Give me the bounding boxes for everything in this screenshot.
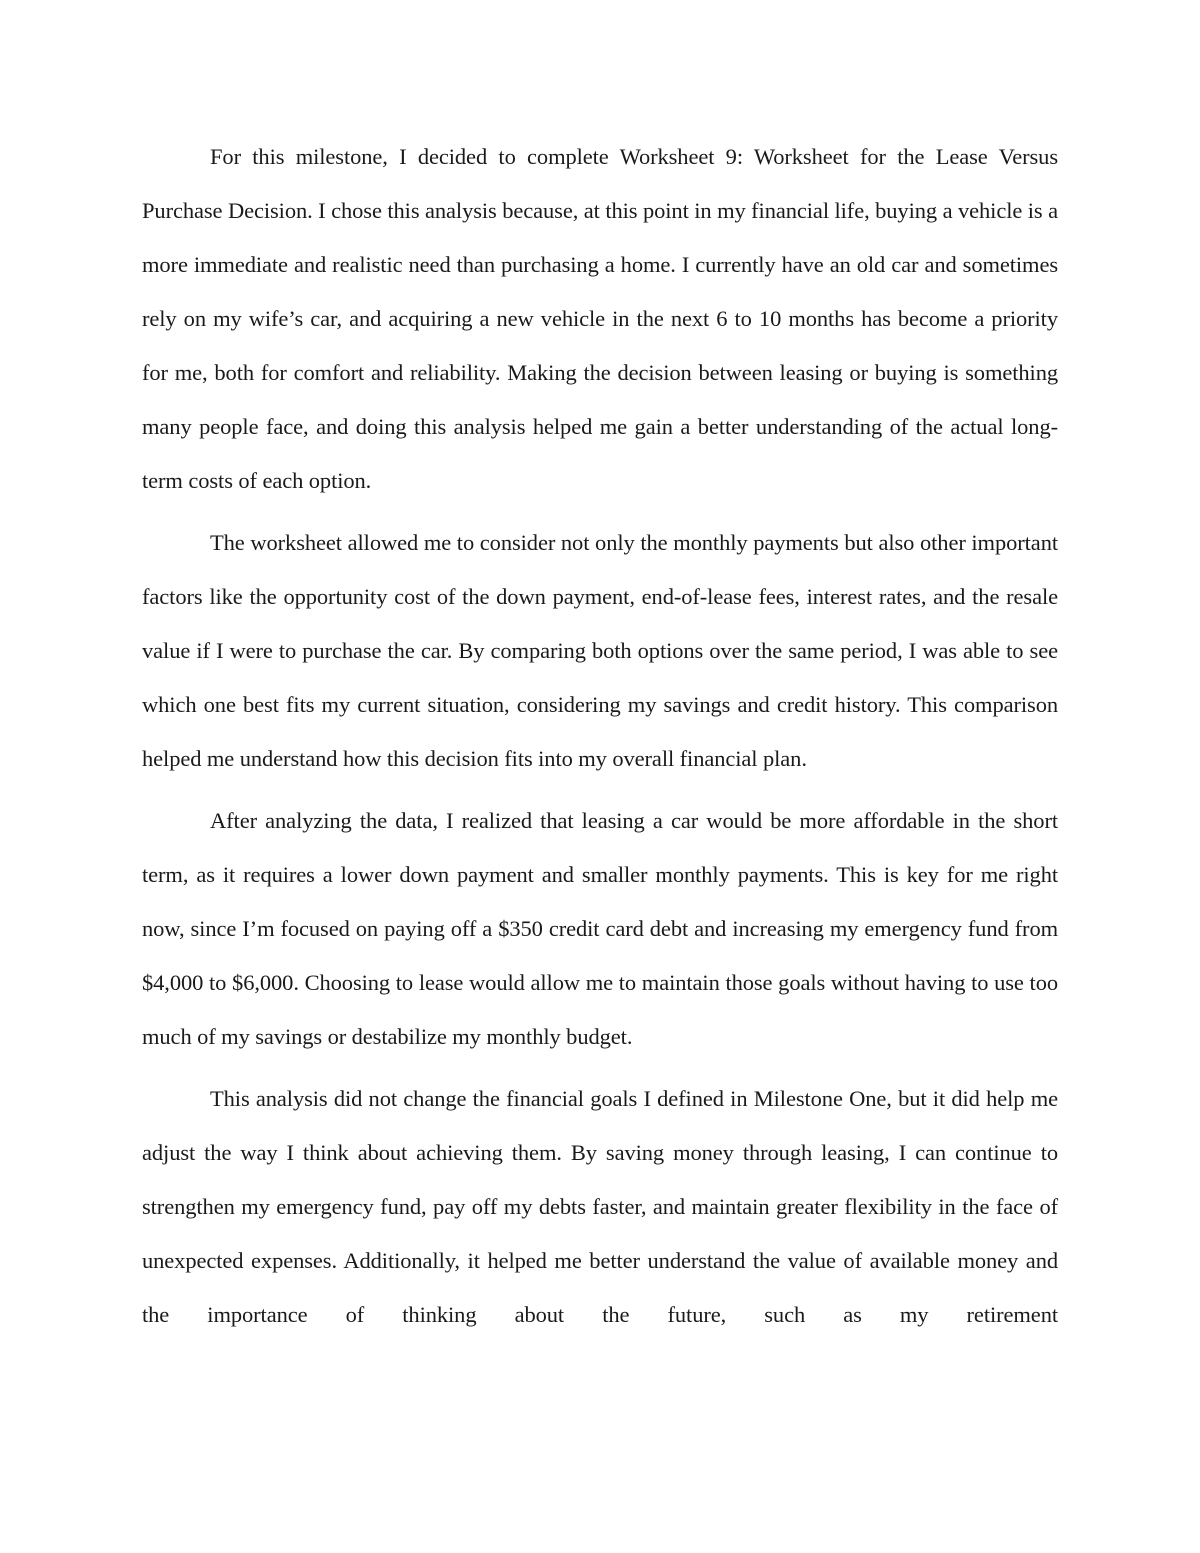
- paragraph-analysis-result: After analyzing the data, I realized that leasing a car would be more affordable in the short term, as it requires a lower down payment and smaller monthly payments. This is key for me right now, since I’m focused on paying off a $350 credit card debt and increasing my emergency fund from $4,000 to $6,000. Choosing to lease would allow me to maintain those goals without having to use too much of my savings or destabilize my monthly budget.: [142, 808, 1058, 1049]
- paragraph-worksheet-choice: For this milestone, I decided to complete Worksheet 9: Worksheet for the Lease Versus Purchase Decision. I chose this analysis because, at this point in my financial life, buying a vehicle is a more immediate and realistic need than purchasing a home. I currently have an old car and sometimes rely on my wife’s car, and acquiring a new vehicle in the next 6 to 10 months has become a priority for me, both for comfort and reliability. Making the decision between leasing or buying is something many people face, and doing this analysis helped me gain a better understanding of the actual long-term costs of each option.: [142, 144, 1058, 493]
- document-body: [142, 130, 1058, 1342]
- paragraph-financial-goals: This analysis did not change the financial goals I defined in Milestone One, but it did help me adjust the way I think about achieving them. By saving money through leasing, I can continue to strengthen my emergency fund, pay off my debts faster, and maintain greater flexibility in the face of unexpected expenses. Additionally, it helped me better understand the value of available money and the importance of thinking about the future, such as my retirement: [142, 1086, 1058, 1327]
- paragraph-worksheet-factors: The worksheet allowed me to consider not only the monthly payments but also other important factors like the opportunity cost of the down payment, end-of-lease fees, interest rates, and the resale value if I were to purchase the car. By comparing both options over the same period, I was able to see which one best fits my current situation, considering my savings and credit history. This comparison helped me understand how this decision fits into my overall financial plan.: [142, 530, 1058, 771]
